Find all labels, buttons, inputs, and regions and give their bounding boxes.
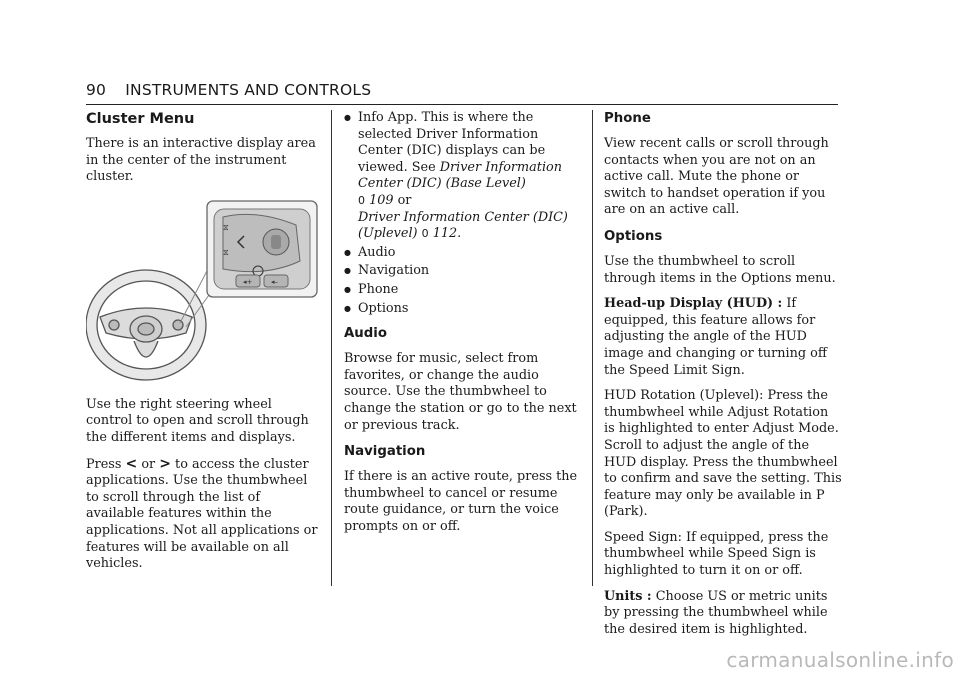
chevron-left-icon: < <box>125 455 138 472</box>
page-number: 90 <box>86 81 107 99</box>
audio-heading: Audio <box>344 326 387 342</box>
app-list <box>344 110 580 317</box>
svg-text:⧖: ⧖ <box>223 247 229 257</box>
steering-wheel-figure <box>86 195 318 387</box>
column-1 <box>86 110 318 582</box>
dic-base-link[interactable]: Driver Information Center (DIC) (Base Level) <box>358 159 562 192</box>
page-ref-icon: 0 <box>358 193 365 207</box>
column-3 <box>604 110 842 647</box>
info-app-text: Info App. This is where the selected Driver Information Center (DIC) displays can be viewed. See <box>358 110 546 175</box>
hud-text: If equipped, this feature allows for adjusting the angle of the HUD image and changing or turning off the Speed Limit Sign. <box>604 296 827 378</box>
page-ref-109[interactable]: 109 <box>369 192 394 208</box>
hud-paragraph <box>604 296 842 379</box>
units-term: Units : <box>604 588 652 604</box>
steering-wheel-illustration <box>86 195 318 387</box>
list-item-phone: ● Phone <box>344 282 580 299</box>
column-divider-2 <box>592 110 593 586</box>
list-item-options: ● Options <box>344 301 580 318</box>
press-text-b: to access the cluster applications. Use the thumbwheel to scroll through the list of available features within the applications. Not all applications or features will be available on all vehicles. <box>86 456 318 572</box>
phone-paragraph: View recent calls or scroll through contacts when you are not on an active call. Mute the phone or switch to handset operation if you are on an active call. <box>604 136 829 218</box>
svg-text:⧖: ⧖ <box>223 222 229 232</box>
press-text-a: Press <box>86 456 122 472</box>
list-item-navigation: ● Navigation <box>344 263 580 280</box>
audio-paragraph: Browse for music, select from favorites, or change the audio source. Use the thumbwheel to change the station or go to the next or previous track. <box>344 351 577 433</box>
cluster-menu-heading: Cluster Menu <box>86 111 195 127</box>
press-paragraph <box>86 456 318 573</box>
navigation-paragraph: If there is an active route, press the thumbwheel to cancel or resume route guidance, or turn the voice prompts on or off. <box>344 469 578 534</box>
info-or: or <box>393 192 412 208</box>
hud-term: Head-up Display (HUD) : <box>604 296 783 312</box>
svg-text:◂+: ◂+ <box>243 277 253 286</box>
watermark: carmanualsonline.info <box>726 648 954 672</box>
hud-rotation-paragraph: HUD Rotation (Uplevel): Press the thumbwheel while Adjust Rotation is highlighted to enter Adjust Mode. Scroll to adjust the angle of the HUD display. Press the thumbwheel to confirm and save the setting. This feature may only be available in P (Park). <box>604 388 842 520</box>
page-ref-icon: 0 <box>421 227 429 241</box>
options-paragraph: Use the thumbwheel to scroll through items in the Options menu. <box>604 253 836 286</box>
running-head <box>86 81 371 99</box>
intro-paragraph: There is an interactive display area in the center of the instrument cluster. <box>86 136 316 185</box>
dic-uplevel-link[interactable]: Driver Information Center (DIC) (Uplevel) <box>358 209 568 242</box>
navigation-heading: Navigation <box>344 444 426 460</box>
column-2 <box>344 110 580 544</box>
chevron-right-icon: > <box>159 455 171 472</box>
list-item-info-app <box>344 110 580 243</box>
units-paragraph <box>604 589 842 639</box>
right-control-paragraph: Use the right steering wheel control to open and scroll through the different items and displays. <box>86 396 309 445</box>
phone-heading: Phone <box>604 111 651 126</box>
header-rule <box>86 104 838 105</box>
options-heading: Options <box>604 228 663 244</box>
column-divider-1 <box>331 110 332 586</box>
section-title: INSTRUMENTS AND CONTROLS <box>125 81 372 99</box>
period: . <box>457 226 462 242</box>
speed-sign-paragraph: Speed Sign: If equipped, press the thumbwheel while Speed Sign is highlighted to turn it on or off. <box>604 529 829 579</box>
svg-text:◂–: ◂– <box>271 277 279 286</box>
control-pad-icon <box>207 201 317 297</box>
units-text: Choose US or metric units by pressing the thumbwheel while the desired item is highlighted. <box>604 588 828 637</box>
press-text-or: or <box>141 456 156 472</box>
page-ref-112[interactable]: 112 <box>432 226 458 242</box>
list-item-audio: ● Audio <box>344 245 580 262</box>
